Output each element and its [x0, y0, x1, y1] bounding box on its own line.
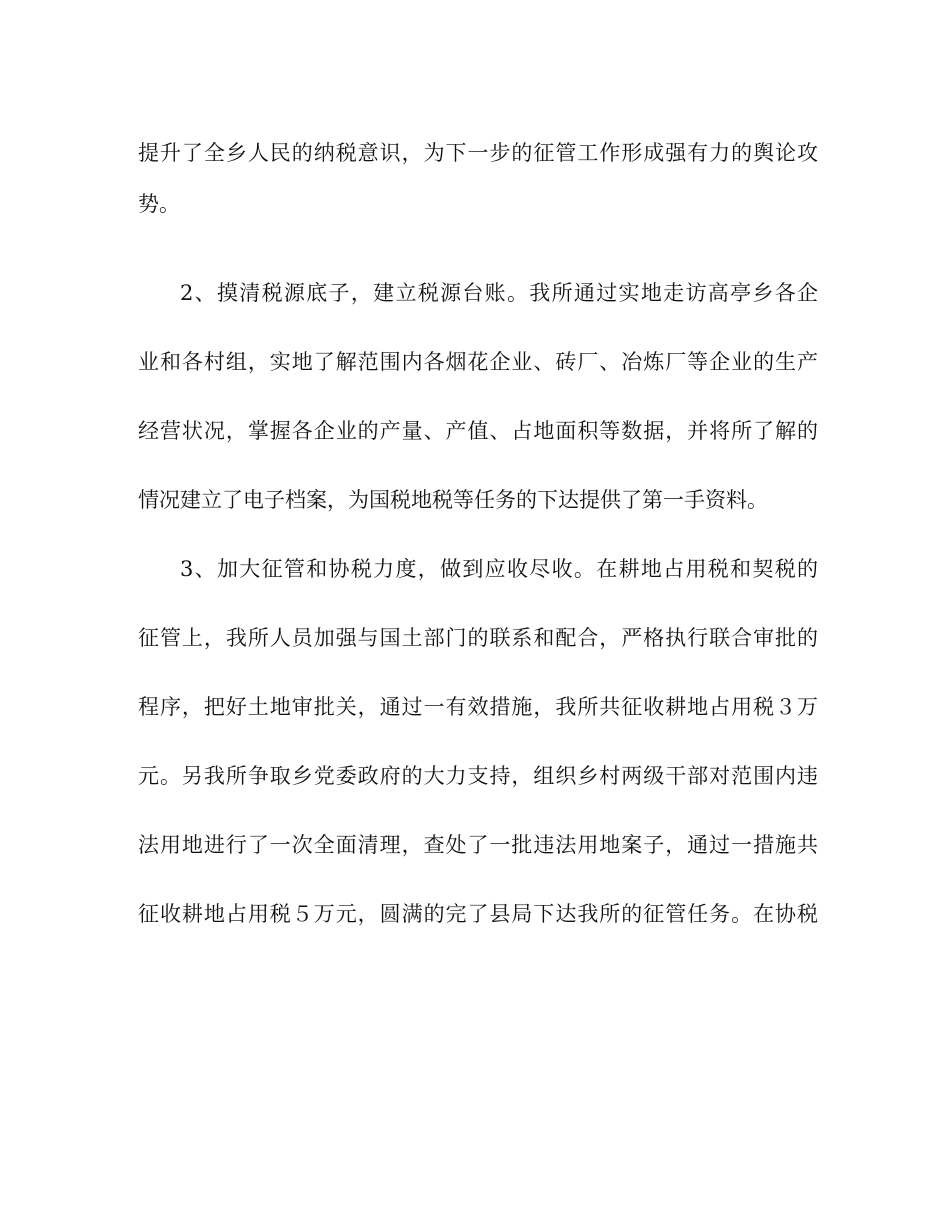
paragraph-3-start: 3、加大征管和协税力度，做到应收尽收。在耕地占用税和契税的 — [180, 557, 818, 581]
text-line-8: 征管上，我所人员加强与国土部门的联系和配合，严格执行联合审批的 — [138, 626, 818, 650]
text-line-10: 元。另我所争取乡党委政府的大力支持，组织乡村两级干部对范围内违 — [138, 764, 818, 788]
text-line-4: 业和各村组，实地了解范围内各烟花企业、砖厂、冶炼厂等企业的生产 — [138, 350, 818, 374]
text-line-9: 程序，把好土地审批关，通过一有效措施，我所共征收耕地占用税３万 — [138, 695, 818, 719]
text-line-12: 征收耕地占用税５万元，圆满的完了县局下达我所的征管任务。在协税 — [138, 902, 818, 926]
paragraph-2-start: 2、摸清税源底子，建立税源台账。我所通过实地走访高亭乡各企 — [180, 281, 818, 305]
text-line-6: 情况建立了电子档案，为国税地税等任务的下达提供了第一手资料。 — [138, 488, 768, 512]
text-line-5: 经营状况，掌握各企业的产量、产值、占地面积等数据，并将所了解的 — [138, 419, 818, 443]
text-line-1: 提升了全乡人民的纳税意识，为下一步的征管工作形成强有力的舆论攻 — [138, 141, 818, 165]
text-line-2: 势。 — [138, 192, 180, 216]
text-line-11: 法用地进行了一次全面清理，查处了一批违法用地案子，通过一措施共 — [138, 833, 818, 857]
